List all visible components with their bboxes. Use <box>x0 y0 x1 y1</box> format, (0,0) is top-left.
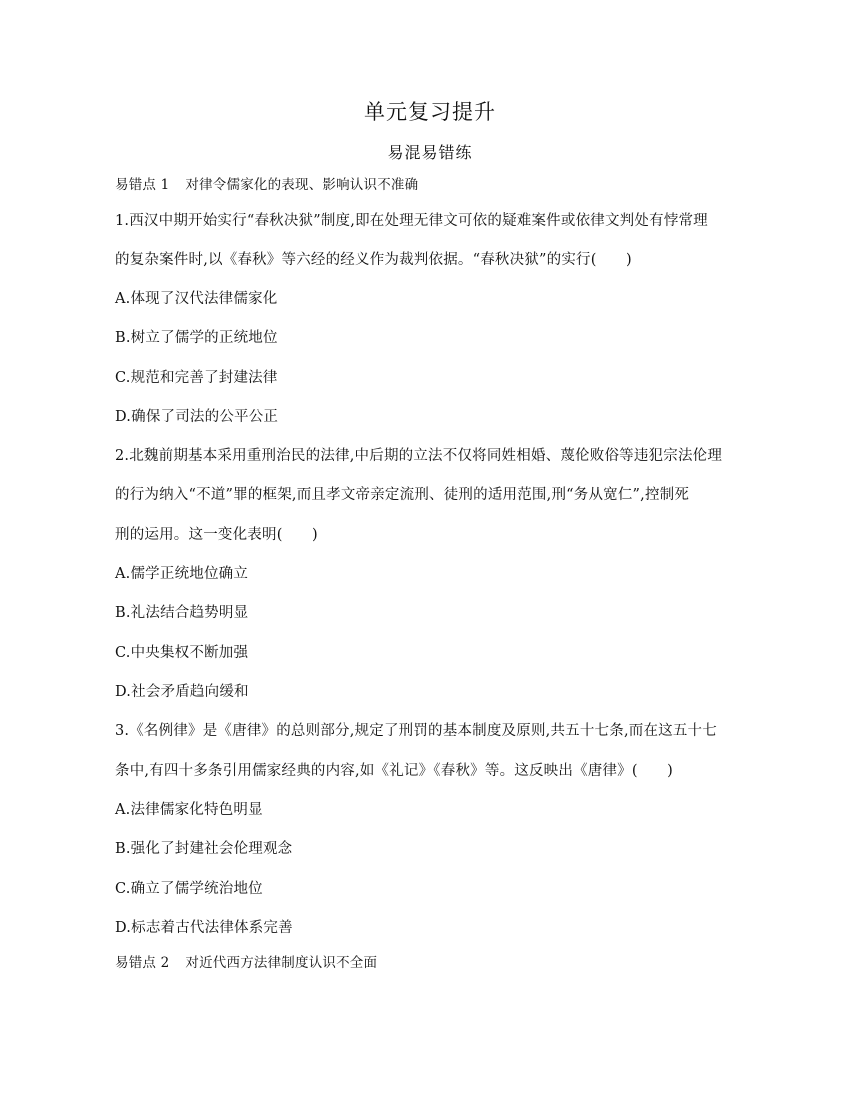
question-2-stem-line-3: 刑的运用。这一变化表明( ) <box>115 527 318 543</box>
page-subtitle: 易混易错练 <box>387 143 473 162</box>
question-2-stem-line-1: 2.北魏前期基本采用重刑治民的法律,中后期的立法不仅将同姓相婚、蔑伦败俗等违犯宗法伦理 <box>115 448 723 464</box>
question-2-option-b: B.礼法结合趋势明显 <box>115 605 249 621</box>
question-2-option-a: A.儒学正统地位确立 <box>115 566 249 582</box>
question-3-option-a: A.法律儒家化特色明显 <box>115 802 263 818</box>
question-2-option-d: D.社会矛盾趋向缓和 <box>115 684 249 700</box>
question-1-stem-line-1: 1.西汉中期开始实行“春秋决狱”制度,即在处理无律文可依的疑难案件或依律文判处有悖常理 <box>115 213 708 229</box>
question-1-option-c: C.规范和完善了封建法律 <box>115 370 278 386</box>
section-heading-1 <box>115 175 755 195</box>
question-1-option-a: A.体现了汉代法律儒家化 <box>115 291 278 307</box>
page-title: 单元复习提升 <box>364 100 496 124</box>
question-3-stem-line-1: 3.《名例律》是《唐律》的总则部分,规定了刑罚的基本制度及原则,共五十七条,而在这五十七 <box>115 723 717 739</box>
question-2-stem-line-2: 的行为纳入“不道”罪的框架,而且孝文帝亲定流刑、徒刑的适用范围,刑“务从宽仁”,控制死 <box>115 487 690 503</box>
question-1-option-b: B.树立了儒学的正统地位 <box>115 330 278 346</box>
question-1-option-d: D.确保了司法的公平公正 <box>115 409 279 425</box>
question-3-option-b: B.强化了封建社会伦理观念 <box>115 841 293 857</box>
section-heading-2 <box>115 953 755 973</box>
question-3-option-c: C.确立了儒学统治地位 <box>115 881 263 897</box>
question-1-stem-line-2: 的复杂案件时,以《春秋》等六经的经义作为裁判依据。“春秋决狱”的实行( ) <box>115 252 632 268</box>
question-3-option-d: D.标志着古代法律体系完善 <box>115 920 293 936</box>
question-3-stem-line-2: 条中,有四十多条引用儒家经典的内容,如《礼记》《春秋》等。这反映出《唐律》( ) <box>115 763 673 779</box>
section-label: 易错点 2 <box>115 955 170 971</box>
section-text: 对律令儒家化的表现、影响认识不准确 <box>185 177 419 193</box>
section-label: 易错点 1 <box>115 177 170 193</box>
question-2-option-c: C.中央集权不断加强 <box>115 645 249 661</box>
section-text: 对近代西方法律制度认识不全面 <box>185 955 378 971</box>
